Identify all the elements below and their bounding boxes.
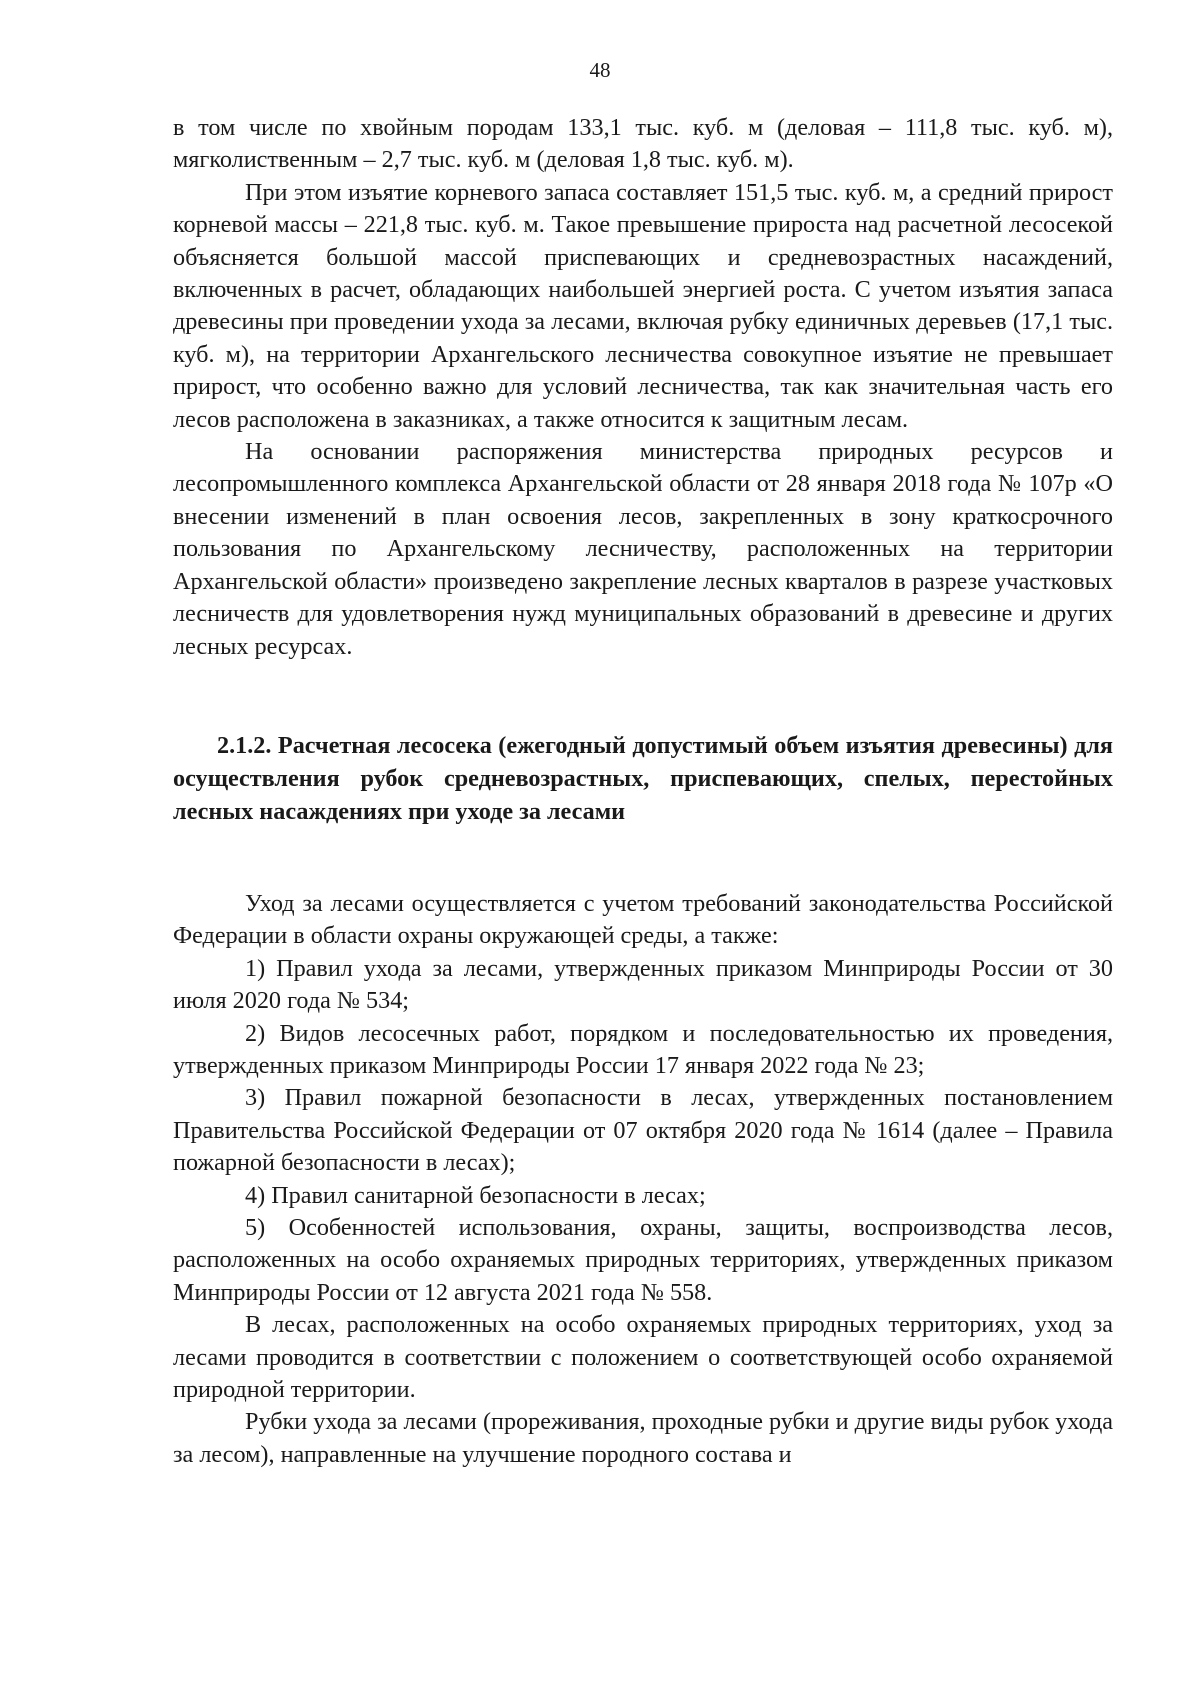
paragraph: в том числе по хвойным породам 133,1 тыс. куб. м (деловая – 111,8 тыс. куб. м), мягколиственным – 2,7 тыс. куб. м (деловая 1,8 тыс. куб. м). (173, 114, 1113, 174)
paragraph: В лесах, расположенных на особо охраняемых природных территориях, уход за лесами проводится в соответствии с положением о соответствующей особо охраняемой природной территории. (173, 1311, 1113, 1403)
list-item: 4) Правил санитарной безопасности в лесах; (245, 1181, 706, 1209)
paragraph: При этом изъятие корневого запаса составляет 151,5 тыс. куб. м, а средний прирост корневой массы – 221,8 тыс. куб. м. Такое превышение прироста над расчетной лесосекой объясняется большой массой приспевающих и средневозрастных насаждений, включенных в расчет, обладающих наибольшей энергией роста. С учетом изъятия запаса древесины при проведении ухода за лесами, включая рубку единичных деревьев (17,1 тыс. куб. м), на территории Архангельского лесничества совокупное изъятие не превышает прирост, что особенно важно для условий лесничества, так как значительная часть его лесов расположена в заказниках, а также относится к защитным лесам. (173, 178, 1113, 433)
document-body (173, 112, 1113, 1471)
list-item: 2) Видов лесосечных работ, порядком и последовательностью их проведения, утвержденных приказом Минприроды России 17 января 2022 года № 23; (173, 1019, 1113, 1079)
page-number: 48 (589, 58, 611, 82)
list-item: 1) Правил ухода за лесами, утвержденных приказом Минприроды России от 30 июля 2020 года № 534; (173, 954, 1113, 1015)
paragraph: На основании распоряжения министерства природных ресурсов и лесопромышленного комплекса Архангельской области от 28 января 2018 года № 107р «О внесении изменений в план освоения лесов, закрепленных в зону краткосрочного пользования по Архангельскому лесничеству, расположенных на территории Архангельской области» произведено закрепление лесных кварталов в разрезе участковых лесничеств для удовлетворения нужд муниципальных образований в древесине и других лесных ресурсах. (173, 438, 1113, 660)
list-item: 3) Правил пожарной безопасности в лесах, утвержденных постановлением Правительства Российской Федерации от 07 октября 2020 года № 1614 (далее – Правила пожарной безопасности в лесах); (173, 1084, 1113, 1177)
list-item: 5) Особенностей использования, охраны, защиты, воспроизводства лесов, расположенных на особо охраняемых природных территориях, утвержденных приказом Минприроды России от 12 августа 2021 года № 558. (173, 1213, 1113, 1306)
paragraph: Рубки ухода за лесами (прореживания, проходные рубки и другие виды рубок ухода за лесом), направленные на улучшение породного состава и (173, 1408, 1113, 1468)
section-heading: 2.1.2. Расчетная лесосека (ежегодный допустимый объем изъятия древесины) для осуществления рубок средневозрастных, приспевающих, спелых, перестойных лесных насаждениях при уходе за лесами (173, 731, 1113, 825)
paragraph: Уход за лесами осуществляется с учетом требований законодательства Российской Федерации в области охраны окружающей среды, а также: (173, 889, 1113, 950)
